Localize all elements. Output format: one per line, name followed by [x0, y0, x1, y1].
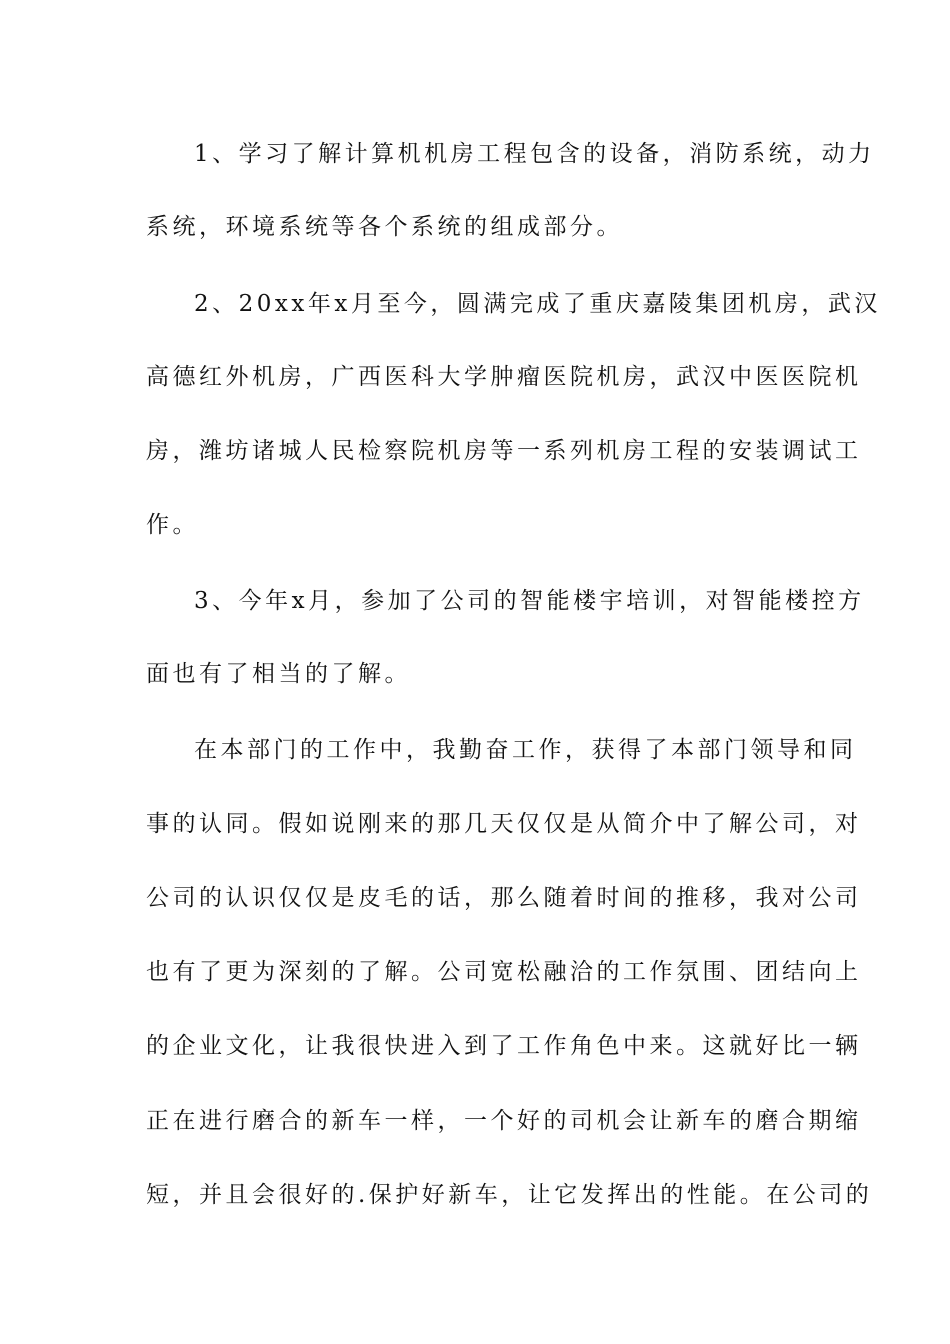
paragraph-2-line-4: 作。	[146, 512, 199, 538]
paragraph-4-line-5: 的企业文化，让我很快进入到了工作角色中来。这就好比一辆	[146, 1033, 862, 1059]
paragraph-4-line-4: 也有了更为深刻的了解。公司宽松融洽的工作氛围、团结向上	[146, 959, 862, 985]
paragraph-4-line-1: 在本部门的工作中，我勤奋工作，获得了本部门领导和同	[194, 737, 857, 763]
paragraph-2-line-2: 高德红外机房，广西医科大学肿瘤医院机房，武汉中医医院机	[146, 364, 862, 390]
paragraph-3-line-2: 面也有了相当的了解。	[146, 661, 411, 687]
paragraph-2-line-3: 房，潍坊诸城人民检察院机房等一系列机房工程的安装调试工	[146, 438, 862, 464]
paragraph-4-line-6: 正在进行磨合的新车一样，一个好的司机会让新车的磨合期缩	[146, 1108, 862, 1134]
paragraph-4-line-7: 短，并且会很好的.保护好新车，让它发挥出的性能。在公司的	[146, 1182, 873, 1208]
paragraph-1-line-2: 系统，环境系统等各个系统的组成部分。	[146, 214, 623, 240]
paragraph-2-line-1: 2、20xx年x月至今，圆满完成了重庆嘉陵集团机房，武汉	[194, 291, 881, 317]
paragraph-4-line-3: 公司的认识仅仅是皮毛的话，那么随着时间的推移，我对公司	[146, 885, 862, 911]
paragraph-3-line-1: 3、今年x月，参加了公司的智能楼宇培训，对智能楼控方	[194, 588, 865, 614]
paragraph-1-line-1: 1、学习了解计算机机房工程包含的设备，消防系统，动力	[194, 141, 875, 167]
paragraph-4-line-2: 事的认同。假如说刚来的那几天仅仅是从简介中了解公司，对	[146, 811, 862, 837]
